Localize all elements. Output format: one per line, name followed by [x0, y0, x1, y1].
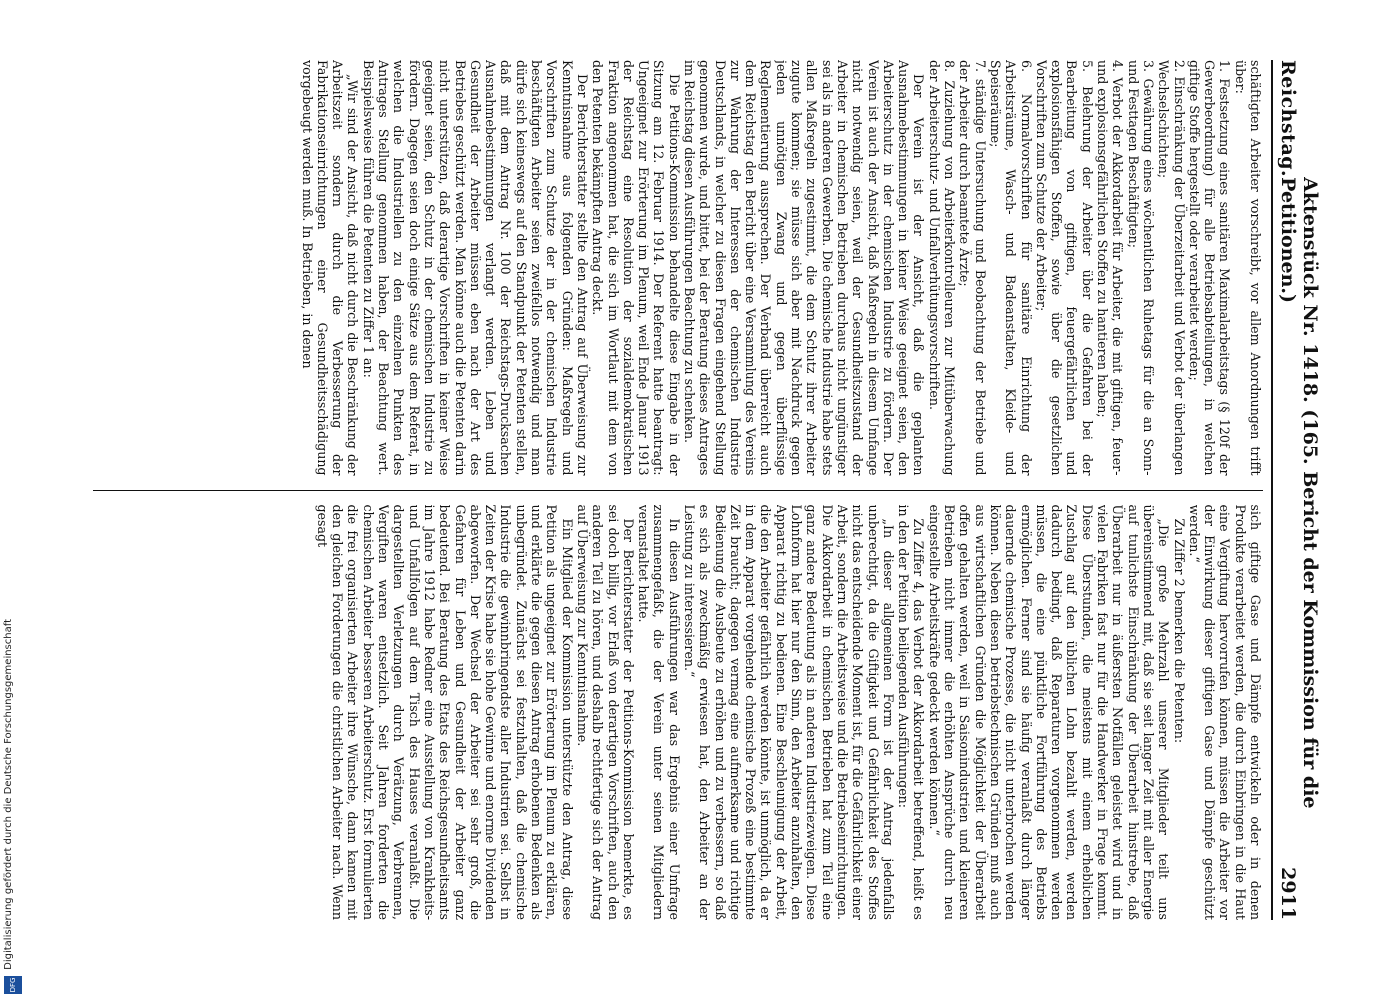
paragraph: Der Berichterstatter der Petitions-Kommission bemerkte, es sei doch billig, vor Erlaß von derartigen Vorschriften, auch den anderen Teil zu hören, und deshalb rechtfertige sich der Antrag auf Überweisung zur Kenntnisnahme.: [574, 504, 636, 920]
demand-item: 2. Einschränkung der Überzeitarbeit und Verbot der überlangen Wechselschichten;: [1156, 60, 1187, 476]
paragraph: Der Verein ist der Ansicht, daß die geplanten Ausnahmebestimmungen in keiner Weise geeignet seien, den Arbeiterschutz in der chemischen Industrie zu fördern. Der Verein ist auch der Ansicht, daß Maßregeln in diesem Umfange nicht notwendig seien, weil der Gesundheitszustand der Arbeiter in chemischen Betrieben durchaus nicht ungünstiger sei als in anderen Gewerben. Die chemische Industrie habe stets allen Maßregeln zugestimmt, die dem Schutz ihrer Arbeiter zugute kommen; sie müsse sich aber mit Nachdruck gegen jeden unnötigen Zwang und gegen überflüssige Reglementierung aussprechen. Der Verband überreicht auch dem Reichstag den Bericht über eine Versammlung des Vereins zur Wahrung der Interessen der chemischen Industrie Deutschlands, in welcher zu diesen Fragen eingehend Stellung genommen wurde, und bittet, bei der Beratung dieses Antrages im Reichstag diesen Ausführungen Beachtung zu schenken.: [682, 60, 927, 476]
paragraph: Zu Ziffer 2 bemerken die Petenten:: [1171, 518, 1187, 744]
dfg-logo-icon: DFG: [4, 976, 22, 994]
paragraph: „Die große Mehrzahl unserer Mitglieder teilt uns übereinstimmend mit, daß sie seit langer Zeit mit aller Energie auf tunlichste Einschränkung der Überarbeit hinstrebe, daß Überarbeit nur in äußersten Notfällen geleistet wird und in vielen Fabriken fast nur für die Handwerker in Frage kommt. Diese Überstunden, die meistens mit einem erheblichen Zuschlag auf den üblichen Lohn bezahlt werden, werden dadurch bedingt, daß Reparaturen vorgenommen werden müssen, die eine pünktliche Fortführung des Betriebs ermöglichen. Ferner sind sie häufig veranlaßt durch länger dauernde chemische Prozesse, die nicht unterbrochen werden können. Neben diesen betriebstechnischen Gründen muß auch aus wirtschaftlichen Gründen die Möglichkeit der Überarbeit offen gehalten werden, weil in Saisonindustrien und kleineren Betrieben nicht immer die erhöhten Ansprüche durch neu eingestellte Arbeitskräfte gedeckt werden können.“: [926, 504, 1172, 920]
rotated-page-content: [85, 60, 1321, 920]
demand-item: 6. Normalvorschriften für sanitäre Einrichtung der Arbeitsräume, Wasch- und Badeanstalten, Kleide- und Speiseräume;: [987, 60, 1034, 476]
demand-item: 1. Festsetzung eines sanitären Maximalarbeitstags (§ 120f der Gewerbeordnung) für alle Betriebsabteilungen, in welchen giftige Stoffe hergestellt oder verarbeitet werden;: [1186, 60, 1233, 476]
demand-item: 7. ständige Untersuchung und Beobachtung der Betriebe und der Arbeiter durch beamtete Ärzte;: [957, 60, 988, 476]
header-reichstag: Reichstag.: [1277, 60, 1299, 178]
text-columns: [93, 60, 1263, 920]
paragraph: Zu Ziffer 4, das Verbot der Akkordarbeit betreffend, heißt es in den der Petition beiliegenden Ausführungen:: [896, 504, 927, 920]
demand-item: 4. Verbot der Akkordarbeit für Arbeiter, die mit giftigen, feuer- und explosionsgefährlichen Stoffen zu hantieren haben;: [1095, 60, 1126, 476]
digitization-credit-strip: [0, 0, 28, 1000]
column-right: [93, 505, 1263, 921]
column-divider: [93, 490, 1263, 491]
page-header: [1271, 60, 1321, 920]
paragraph: Die Petitions-Kommission behandelte diese Eingabe in der Sitzung am 12. Februar 1914. Der Referent hatte beantragt: Ungeeignet zur Erörterung im Plenum, weil Ende Januar 1913 der Reichstag eine Resolution der sozialdemokratischen Fraktion angenommen hat, die sich im Wortlaut mit dem von den Petenten bekämpften Antrag deckt.: [590, 60, 682, 476]
column-left-intro: schäftigten Arbeiter vorschreibt, vor allem Anordnungen trifft über:: [1232, 60, 1263, 476]
paragraph: „Wir sind der Ansicht, daß nicht durch die Beschränkung der Arbeitszeit sondern durch die Verbesserung der Fabrikationseinrichtungen einer Gesundheitsschädigung vorgebeugt werden muß. In Betrieben, in denen: [299, 60, 361, 476]
demands-list: [926, 60, 1232, 476]
header-title: Aktenstück Nr. 1418. (165. Bericht der Kommission für die Petitionen.): [1277, 177, 1321, 809]
scanned-page: [85, 60, 1321, 920]
page-number: 2911: [1277, 867, 1299, 920]
paragraph: In diesen Ausführungen war das Ergebnis einer Umfrage zusammengefaßt, die der Verein unter seinen Mitgliedern veranstaltet hatte.: [636, 504, 682, 920]
paragraph: Der Berichterstatter stellte den Antrag auf Überweisung zur Kenntnisnahme aus folgenden Gründen: Maßregeln und Vorschriften zum Schutze der in der chemischen Industrie beschäftigten Arbeiter seien zweifellos notwendig und man dürfe sich keineswegs auf den Standpunkt der Petenten stellen, daß mit dem Antrag Nr. 100 der Reichstags-Drucksachen Ausnahmebestimmungen verlangt werden. Leben und Gesundheit der Arbeiter müssen eben nach der Art des Betriebes geschützt werden. Man könne auch die Petenten darin nicht unterstützen, daß derartige Vorschriften in keiner Weise geeignet seien, den Schutz in der chemischen Industrie zu fördern. Dagegen seien doch einige Sätze aus dem Referat, in welchen die Industriellen zu den einzelnen Punkten des Antrages Stellung genommen haben, der Beachtung wert. Beispielsweise führen die Petenten zu Ziffer 1 an:: [360, 60, 590, 476]
demand-item: 5. Belehrung der Arbeiter über die Gefahren bei der Bearbeitung von giftigen, feuergefährlichen und explosionsfähigen Stoffen, sowie über die gesetzlichen Vorschriften zum Schutze der Arbeiter;: [1033, 60, 1095, 476]
demand-item: 3. Gewährung eines wöchentlichen Ruhetags für die an Sonn- und Festtagen Beschäftigten;: [1125, 60, 1156, 476]
column-left: [93, 60, 1263, 476]
paragraph: Ein Mitglied der Kommission unterstützte den Antrag, diese Petition als ungeeignet zur Erörterung im Plenum zu erklären, und erklärte die gegen diesen Antrag erhobenen Bedenken als unbegründet. Zunächst sei festzuhalten, daß die chemische Industrie die gewinnbringendste aller Industrien sei. Selbst in Zeiten der Krise habe sie hohe Gewinne und enorme Dividenden abgeworfen. Der Wechsel der Arbeiter sei sehr groß, die Gefahren für Leben und Gesundheit der Arbeiter ganz bedeutend. Bei Beratung des Etats des Reichsgesundheitsamts im Jahre 1912 habe Redner eine Ausstellung von Krankheits- und Unfallfolgen auf dem Tisch des Hauses veranlaßt. Die dargestellten Verletzungen durch Verätzung, Verbrennen, Vergiften waren entsetzlich. Seit Jahren forderten die chemischen Arbeiter besseren Arbeiterschutz. Erst formulierten die frei organisierten Arbeiter ihre Wünsche, dann kamen mit den gleichen Forderungen die christlichen Arbeiter nach. Wenn gesagt: [314, 504, 575, 920]
demand-item: 8. Zuziehung von Arbeiterkontrolleuren zur Mitüberwachung der Arbeiterschutz- und Unfallverhütungsvorschriften.: [926, 60, 958, 476]
digitization-credit-text: Digitalisierung gefördert durch die Deutsche Forschungsgemeinschaft: [3, 619, 14, 970]
paragraph: „In dieser allgemeinen Form ist der Antrag jedenfalls unberechtigt, da die Giftigkeit und Gefährlichkeit des Stoffes nicht das entscheidende Moment ist, für die Gefährlichkeit einer Arbeit, sondern die Arbeitsweise und die Betriebseinrichtungen. Die Akkordarbeit in chemischen Betrieben hat zum Teil eine ganz andere Bedeutung als in anderen Industriezweigen. Diese Lohnform hat hier nur den Sinn, den Arbeiter anzuhalten, den Apparat richtig zu bedienen. Eine Beschleunigung der Arbeit, die den Arbeiter gefährlich werden könnte, ist unmöglich, da er in dem Apparat vorgehende chemische Prozeß eine bestimmte Zeit braucht; dagegen vermag eine aufmerksame und richtige Bedienung die Ausbeute zu erhöhen und zu verbessern, so daß es sich als zweckmäßig erwiesen hat, den Arbeiter an der Leistung zu interessieren.“: [682, 504, 896, 920]
paragraph: sich giftige Gase und Dämpfe entwickeln oder in denen Produkte verarbeitet werden, die durch Einbringen in die Haut eine Vergiftung hervorrufen können, müssen die Arbeiter vor der Einwirkung dieser giftigen Gase und Dämpfe geschützt werden.“: [1186, 504, 1263, 920]
